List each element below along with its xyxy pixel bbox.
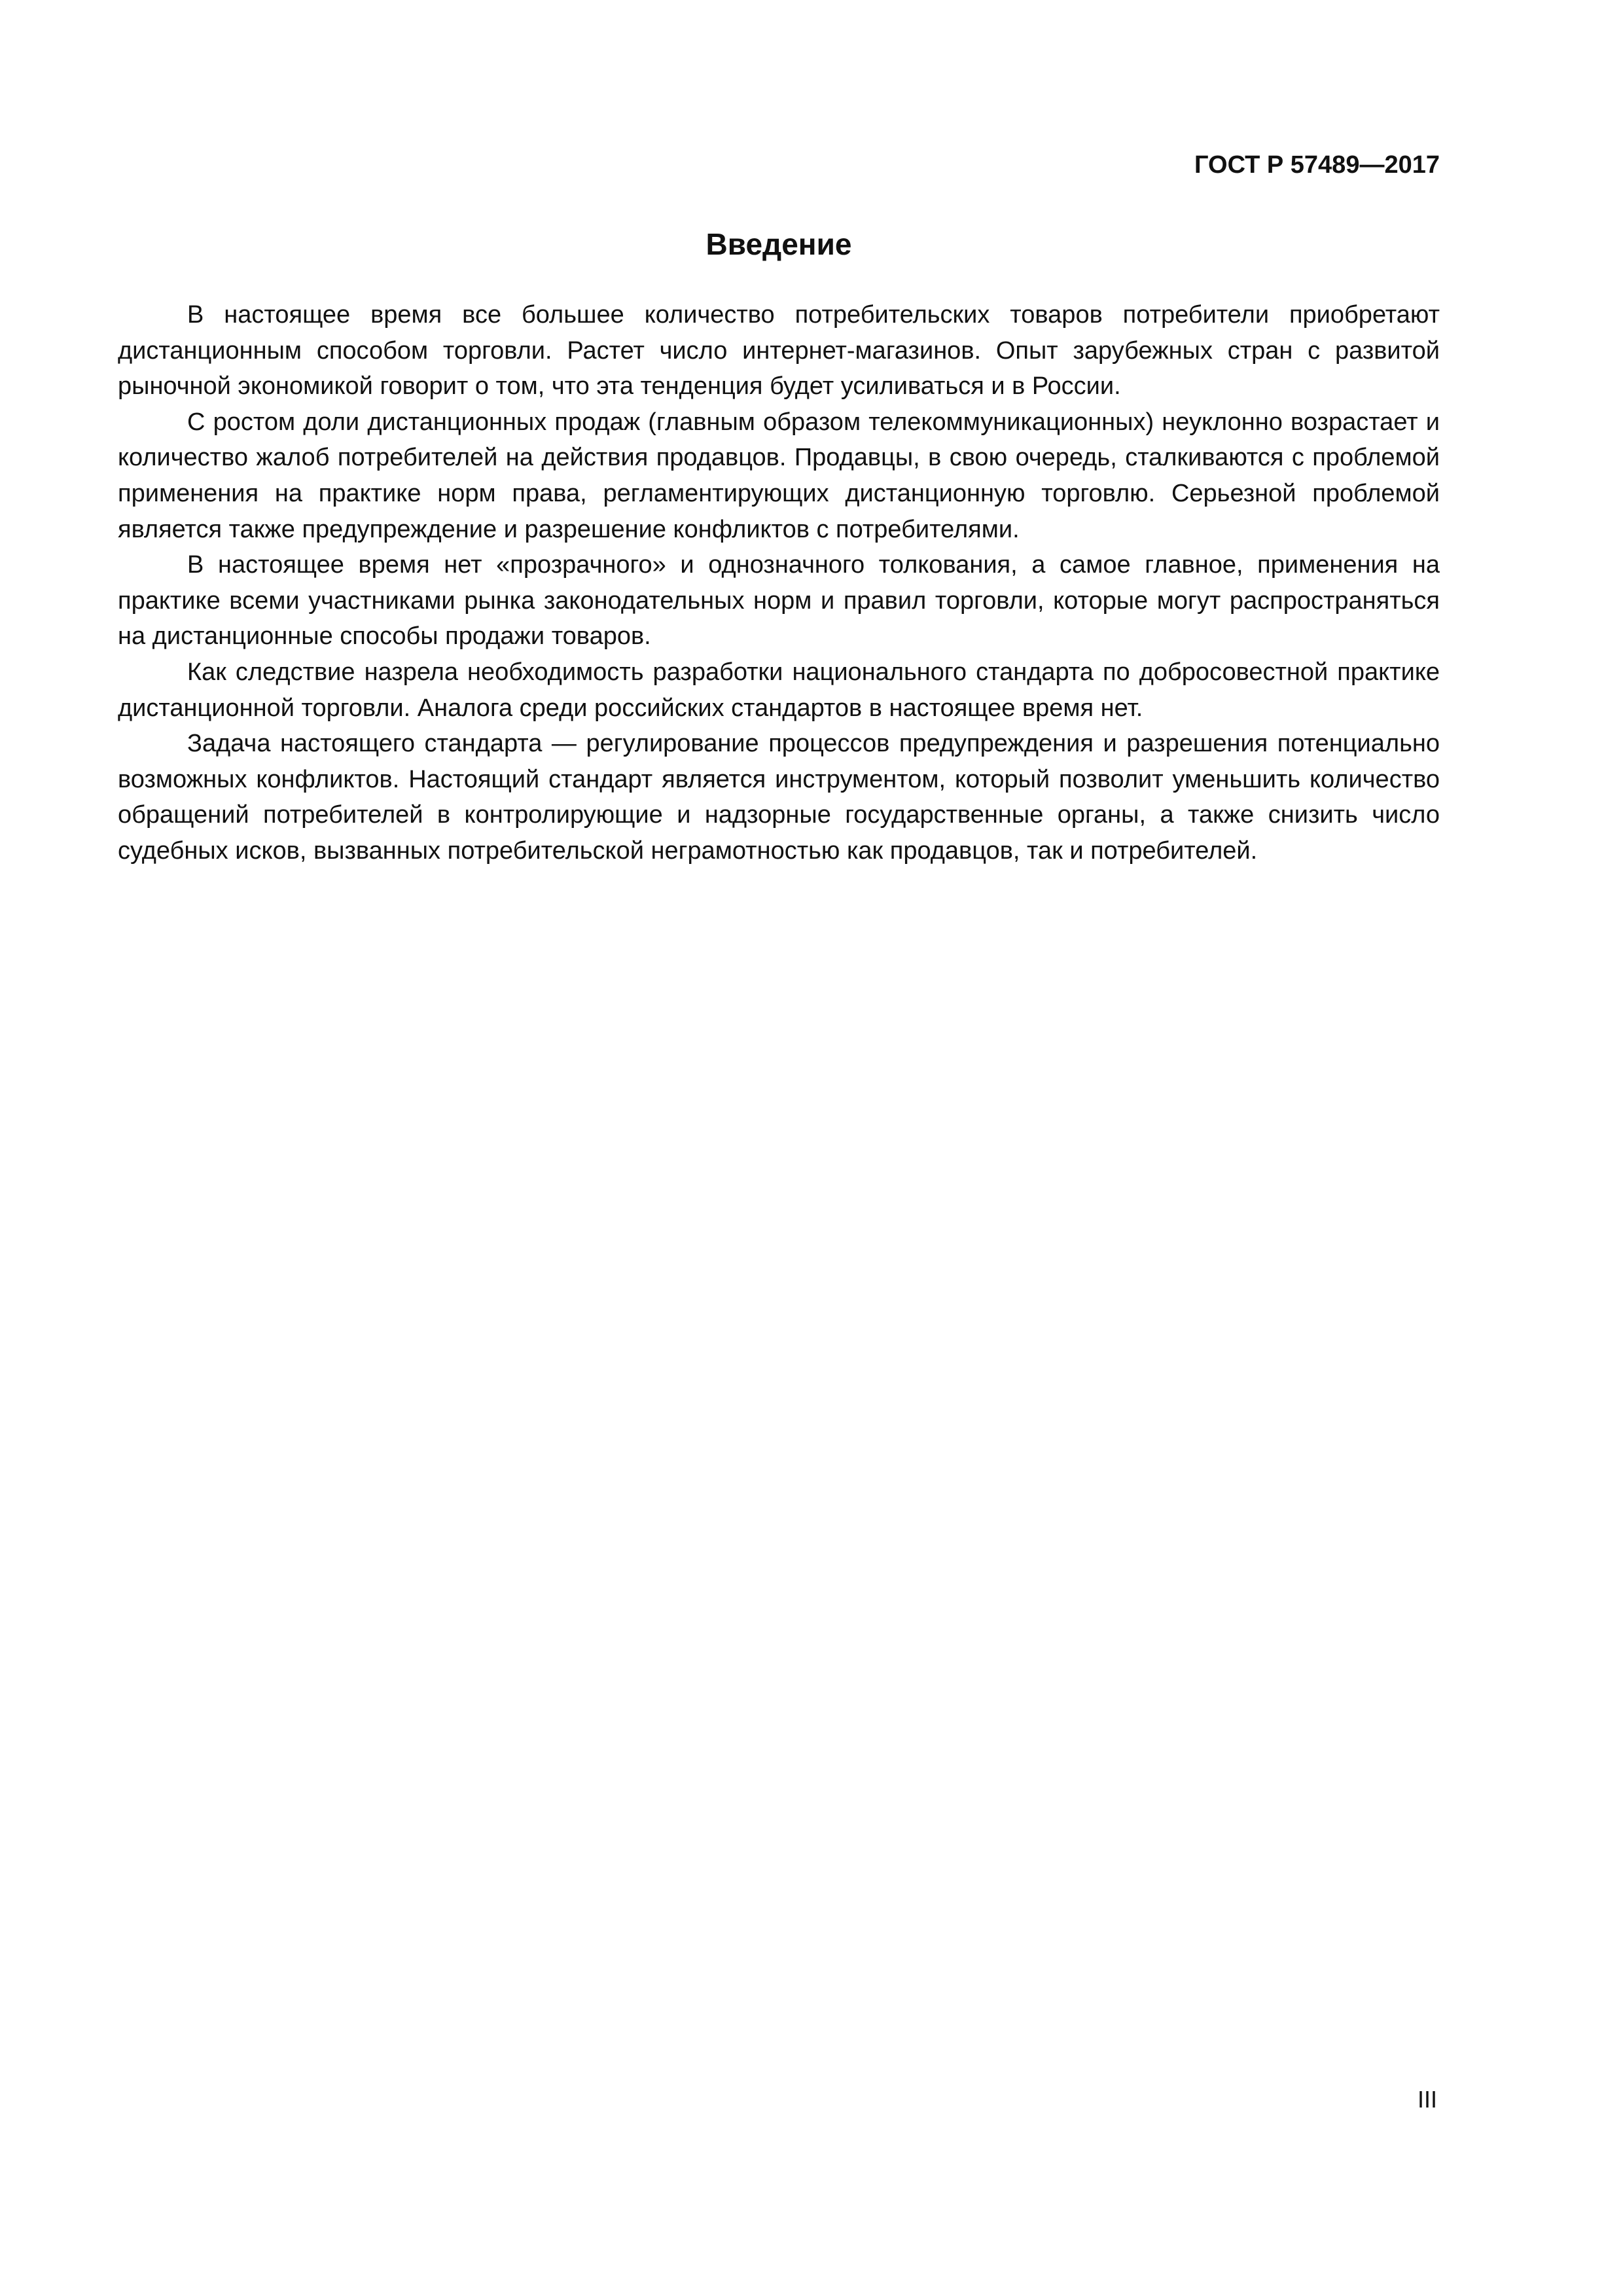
paragraph: С ростом доли дистанционных продаж (главным образом телекоммуникационных) неуклонно возрастает и количество жалоб потребителей на действия продавцов. Продавцы, в свою очередь, сталкиваются с проблемой применения на практике норм права, регламентирующих дистанционную торговлю. Серьезной проблемой является также предупреждение и разрешение конфликтов с потребителями. — [118, 408, 1440, 543]
paragraph: В настоящее время нет «прозрачного» и однозначного толкования, а самое главное, применения на практике всеми участниками рынка законодательных норм и правил торговли, которые могут распространяться на дистанционные способы продажи товаров. — [118, 551, 1440, 651]
section-title: Введение — [705, 227, 852, 261]
paragraph: Задача настоящего стандарта — регулирование процессов предупреждения и разрешения потенциально возможных конфликтов. Настоящий стандарт является инструментом, который позволит уменьшить количество обращений потребителей в контролирующие и надзорные государственные органы, а также снизить число судебных исков, вызванных потребительской неграмотностью как продавцов, так и потребителей. — [118, 730, 1440, 865]
paragraph: Как следствие назрела необходимость разработки национального стандарта по добросовестной практике дистанционной торговли. Аналога среди российских стандартов в настоящее время нет. — [118, 658, 1440, 722]
section-body — [118, 297, 1440, 869]
paragraph: В настоящее время все большее количество потребительских товаров потребители приобретают дистанционным способом торговли. Растет число интернет-магазинов. Опыт зарубежных стран с развитой рыночной экономикой говорит о том, что эта тенденция будет усиливаться и в России. — [118, 301, 1440, 401]
document-code: ГОСТ Р 57489—2017 — [1194, 151, 1440, 179]
page-number: III — [1417, 2086, 1437, 2113]
